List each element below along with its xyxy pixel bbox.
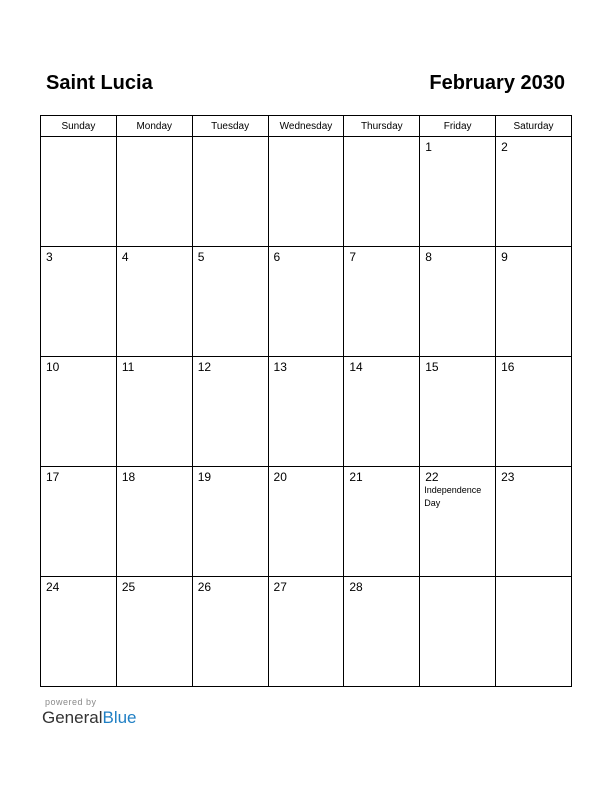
week-row: [41, 577, 572, 687]
day-cell: [41, 577, 117, 687]
day-number: 15: [425, 360, 439, 374]
day-cell: [116, 137, 192, 247]
day-cell: [192, 467, 268, 577]
day-number: [117, 137, 192, 140]
day-cell: [116, 357, 192, 467]
day-cell: [268, 467, 344, 577]
day-number: [420, 577, 495, 580]
day-number: 19: [197, 470, 212, 484]
day-number: 23: [501, 470, 515, 484]
day-number: 11: [121, 360, 135, 374]
weekday-header: Sunday: [41, 116, 117, 137]
day-number: 4: [121, 250, 129, 264]
month-year-title: February 2030: [429, 72, 565, 94]
day-number: 12: [197, 360, 212, 374]
day-number: 7: [349, 250, 357, 264]
day-number: [344, 137, 419, 140]
day-cell: [496, 467, 572, 577]
day-number: 16: [501, 360, 515, 374]
day-cell: [420, 137, 496, 247]
brand-logo[interactable]: [42, 708, 137, 728]
day-cell: [496, 247, 572, 357]
day-cell: [344, 137, 420, 247]
day-cell: [420, 357, 496, 467]
day-number: 10: [46, 360, 60, 374]
day-cell: [192, 137, 268, 247]
day-cell: [41, 247, 117, 357]
day-cell: [344, 577, 420, 687]
day-cell: [344, 357, 420, 467]
day-number: 27: [273, 580, 287, 594]
day-number: 14: [349, 360, 363, 374]
weekday-header: Monday: [116, 116, 192, 137]
weekday-header: Wednesday: [268, 116, 344, 137]
day-number: 13: [273, 360, 287, 374]
calendar-grid: [40, 115, 572, 687]
day-number: [193, 137, 268, 140]
day-number: 9: [501, 250, 508, 264]
weekday-header-row: [41, 116, 572, 137]
day-cell: [116, 577, 192, 687]
day-number: 21: [349, 470, 363, 484]
day-cell: [496, 357, 572, 467]
weekday-header: Friday: [420, 116, 496, 137]
day-cell: [420, 577, 496, 687]
country-title: Saint Lucia: [46, 72, 153, 94]
day-cell: [41, 357, 117, 467]
day-number: [41, 137, 116, 140]
weekday-header: Tuesday: [192, 116, 268, 137]
day-number: 18: [121, 470, 136, 484]
day-number: 2: [501, 140, 508, 154]
day-number: 1: [425, 140, 432, 154]
day-number: 20: [273, 470, 287, 484]
day-number: 17: [46, 470, 60, 484]
weekday-header: Thursday: [344, 116, 420, 137]
day-cell: [116, 247, 192, 357]
day-cell: [192, 577, 268, 687]
week-row: [41, 247, 572, 357]
day-number: 25: [121, 580, 136, 594]
day-number: 26: [197, 580, 212, 594]
week-row: [41, 137, 572, 247]
day-cell: [268, 137, 344, 247]
day-cell: [41, 467, 117, 577]
day-number: 8: [425, 250, 432, 264]
week-row: [41, 357, 572, 467]
powered-by-label: powered by: [45, 697, 97, 707]
day-cell: [192, 247, 268, 357]
day-number: 24: [46, 580, 60, 594]
holiday-event: Independence Day: [424, 485, 482, 508]
day-number: 28: [349, 580, 363, 594]
brand-general-text: General: [42, 708, 103, 727]
day-cell: [268, 577, 344, 687]
day-cell: [420, 467, 496, 577]
day-number: 5: [197, 250, 205, 264]
day-cell: [268, 357, 344, 467]
day-cell: [41, 137, 117, 247]
weekday-header: Saturday: [496, 116, 572, 137]
day-cell: [496, 577, 572, 687]
day-cell: [420, 247, 496, 357]
day-number: 22: [425, 470, 439, 484]
day-number: 6: [273, 250, 281, 264]
week-row: [41, 467, 572, 577]
day-cell: [496, 137, 572, 247]
day-cell: [344, 247, 420, 357]
day-number: [496, 577, 571, 580]
day-cell: [192, 357, 268, 467]
day-cell: [268, 247, 344, 357]
day-number: [269, 137, 344, 140]
brand-blue-text: Blue: [102, 708, 137, 727]
day-cell: [344, 467, 420, 577]
day-cell: [116, 467, 192, 577]
day-number: 3: [46, 250, 53, 264]
